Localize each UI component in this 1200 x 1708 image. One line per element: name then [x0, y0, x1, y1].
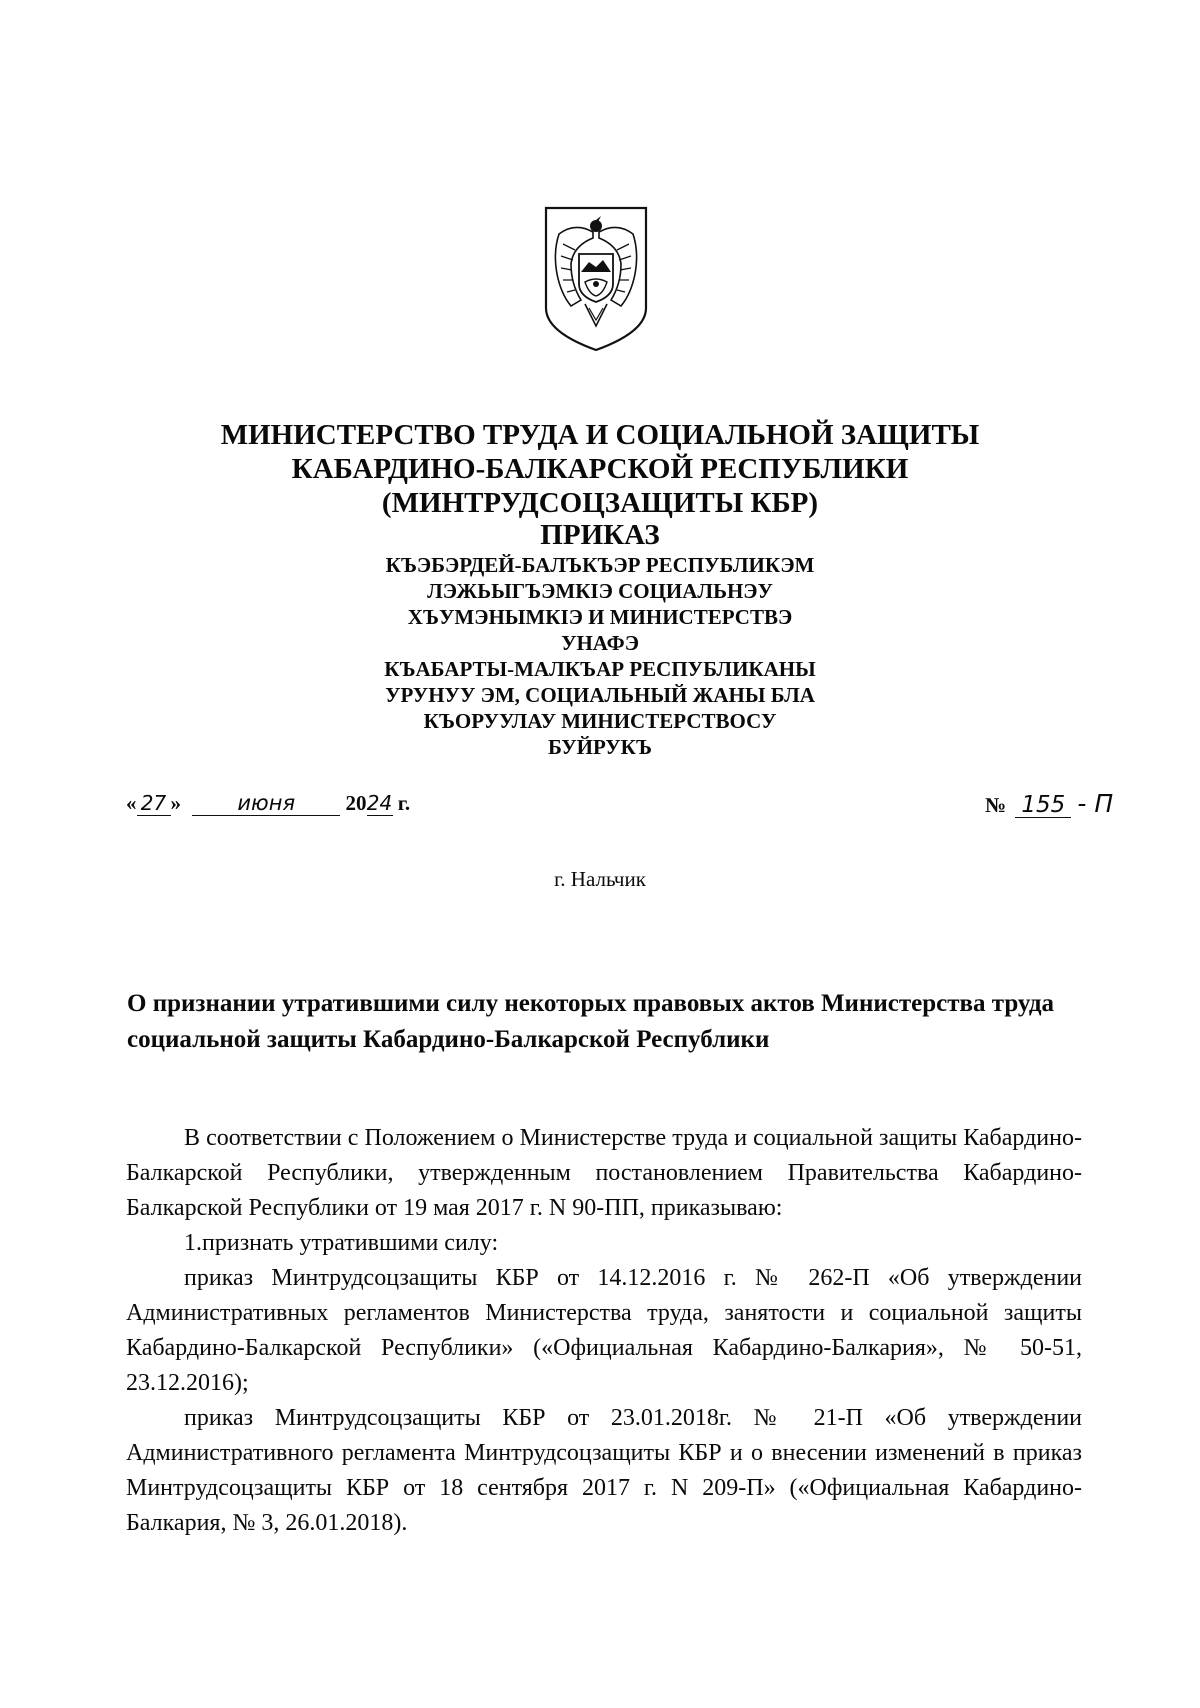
number-value: 155	[1015, 793, 1071, 818]
kabardian-header-line: ЛЭЖЬЫГЪЭМКIЭ СОЦИАЛЬНЭУ	[427, 579, 773, 603]
date-century: 20	[345, 791, 367, 815]
city: г. Нальчик	[554, 867, 646, 891]
order-body	[126, 1121, 1082, 1541]
date-open-quote: «	[126, 791, 137, 815]
body-item-1: приказ Минтрудсоцзащиты КБР от 14.12.2016 г. № 262-П «Об утверждении Административных регламентов Министерства труда, занятости и социальной защиты Кабардино-Балкарской Республики» («Официальная Кабардино-Балкария», № 50-51, 23.12.2016);	[126, 1265, 1082, 1396]
ministry-name	[0, 418, 1200, 520]
ministry-name-line: МИНИСТЕРСТВО ТРУДА И СОЦИАЛЬНОЙ ЗАЩИТЫ	[220, 419, 980, 451]
ministry-name-line: (МИНТРУДСОЦЗАЩИТЫ КБР)	[381, 487, 819, 519]
body-point-1: 1.признать утратившими силу:	[184, 1230, 499, 1256]
kbr-coat-of-arms-icon	[541, 204, 651, 354]
body-item-2: приказ Минтрудсоцзащиты КБР от 23.01.2018г. № 21-П «Об утверждении Административного регламента Минтрудсоцзащиты КБР и о внесении изменений в приказ Минтрудсоцзащиты КБР от 18 сентября 2017 г. N 209-П» («Официальная Кабардино-Балкария, № 3, 26.01.2018).	[126, 1405, 1082, 1536]
date-close-quote: »	[170, 791, 181, 815]
balkar-header-line: БУЙРУКЪ	[548, 735, 652, 759]
kabardian-header-line: ХЪУМЭНЫМКIЭ И МИНИСТЕРСТВЭ	[407, 605, 793, 629]
kabardian-balkar-header	[0, 552, 1200, 760]
date-year: 24	[366, 791, 393, 815]
kabardian-header-line: УНАФЭ	[561, 631, 639, 655]
balkar-header-line: УРУНУУ ЭМ, СОЦИАЛЬНЫЙ ЖАНЫ БЛА	[385, 683, 815, 707]
number-sign: №	[985, 793, 1007, 817]
body-paragraph-intro: В соответствии с Положением о Министерстве труда и социальной защиты Кабардино-Балкарской Республики, утвержденным постановлением Правительства Кабардино-Балкарской Республики от 19 мая 2017 г. N 90-ПП, приказываю:	[126, 1125, 1082, 1221]
order-word: ПРИКАЗ	[540, 519, 660, 551]
date-month: июня	[192, 791, 340, 816]
date-suffix: г.	[397, 791, 411, 815]
order-number	[985, 789, 1113, 818]
order-date	[126, 791, 410, 816]
number-suffix: - П	[1077, 789, 1114, 818]
balkar-header-line: КЪАБАРТЫ-МАЛКЪАР РЕСПУБЛИКАНЫ	[384, 657, 816, 681]
date-day: 27	[137, 791, 171, 816]
ministry-name-line: КАБАРДИНО-БАЛКАРСКОЙ РЕСПУБЛИКИ	[291, 453, 909, 485]
order-title: О признании утратившими силу некоторых правовых актов Министерства труда социальной защиты Кабардино-Балкарской Республики	[127, 990, 1055, 1053]
balkar-header-line: КЪОРУУЛАУ МИНИСТЕРСТВОСУ	[423, 709, 777, 733]
kabardian-header-line: КЪЭБЭРДЕЙ-БАЛЪКЪЭР РЕСПУБЛИКЭМ	[385, 553, 815, 577]
